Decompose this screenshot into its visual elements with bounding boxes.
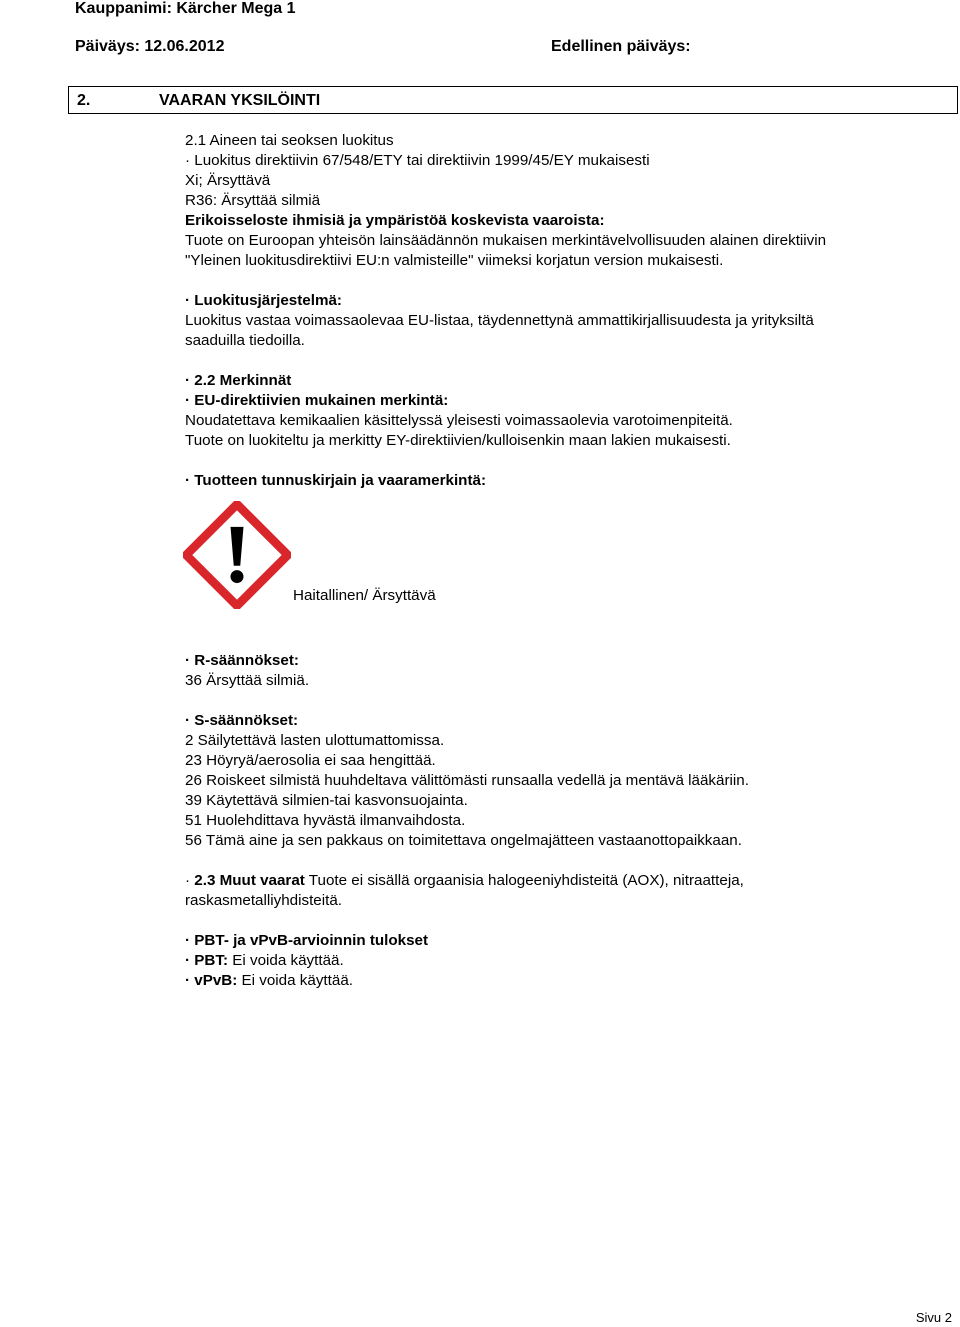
classification-xi: Xi; Ärsyttävä xyxy=(185,172,271,189)
s-phrase-item: 23 Höyryä/aerosolia ei saa hengittää. xyxy=(185,752,436,769)
vpvb-value: Ei voida käyttää. xyxy=(237,972,353,989)
classification-system-line: Luokitus vastaa voimassaolevaa EU-listaa, täydennettynä ammattikirjallisuudesta ja yrityksiltä xyxy=(185,312,814,329)
page-number: Sivu 2 xyxy=(915,1310,952,1325)
s-phrase-item: 51 Huolehdittava hyvästä ilmanvaihdosta. xyxy=(185,812,466,829)
classification-system-heading: · Luokitusjärjestelmä: xyxy=(185,292,342,309)
previous-date: Edellinen päiväys: xyxy=(551,38,691,55)
subsection-2-1-heading: 2.1 Aineen tai seoksen luokitus xyxy=(185,132,394,149)
other-hazards-heading: 2.3 Muut vaarat xyxy=(194,872,305,889)
document-date: Päiväys: 12.06.2012 xyxy=(75,38,225,55)
hazard-symbol-label: Haitallinen/ Ärsyttävä xyxy=(293,587,436,604)
vpvb-label: · vPvB: xyxy=(185,972,238,989)
section-content xyxy=(185,131,945,991)
eu-labelling-line: Tuote on luokiteltu ja merkitty EY-direktiivien/kulloisenkin maan lakien mukaisesti. xyxy=(185,432,731,449)
product-name: Kauppanimi: Kärcher Mega 1 xyxy=(75,0,296,17)
r-phrase-item: 36 Ärsyttää silmiä. xyxy=(185,672,310,689)
other-hazards-line: · 2.3 Muut vaarat Tuote ei sisällä orgaanisia halogeeniyhdisteitä (AOX), nitraatteja, xyxy=(185,872,744,889)
classification-system-line: saaduilla tiedoilla. xyxy=(185,332,305,349)
special-hazards-line: Tuote on Euroopan yhteisön lainsäädännön mukaisen merkintävelvollisuuden alainen direktiivin xyxy=(185,232,827,249)
s-phrase-item: 39 Käytettävä silmien-tai kasvonsuojainta. xyxy=(185,792,468,809)
section-header xyxy=(68,86,958,114)
s-phrase-item: 26 Roiskeet silmistä huuhdeltava välittömästi runsaalla vedellä ja mentävä lääkäriin. xyxy=(185,772,749,789)
exclamation-mark-hazard-icon xyxy=(183,501,291,609)
hazard-pictogram-block xyxy=(185,491,945,651)
section-number: 2. xyxy=(77,92,91,109)
other-hazards-line: raskasmetalliyhdisteitä. xyxy=(185,892,342,909)
section-title: VAARAN YKSILÖINTI xyxy=(159,92,321,109)
s-phrase-item: 2 Säilytettävä lasten ulottumattomissa. xyxy=(185,732,445,749)
pbt-result xyxy=(185,951,945,971)
subsection-2-2-heading: · 2.2 Merkinnät xyxy=(185,372,292,389)
special-hazards-heading: Erikoisseloste ihmisiä ja ympäristöä koskevista vaaroista: xyxy=(185,212,605,229)
special-hazards-line: "Yleinen luokitusdirektiivi EU:n valmisteille" viimeksi korjatun version mukaisesti. xyxy=(185,252,724,269)
pbt-vpvb-heading: · PBT- ja vPvB-arvioinnin tulokset xyxy=(185,932,429,949)
r-phrases-heading: · R-säännökset: xyxy=(185,652,299,669)
hazard-symbol-heading: · Tuotteen tunnuskirjain ja vaaramerkintä: xyxy=(185,472,487,489)
other-hazards-text: Tuote ei sisällä orgaanisia halogeeniyhdisteitä (AOX), nitraatteja, xyxy=(304,872,744,889)
pbt-value: Ei voida käyttää. xyxy=(228,952,344,969)
eu-labelling-line: Noudatettava kemikaalien käsittelyssä yleisesti voimassaolevia varotoimenpiteitä. xyxy=(185,412,733,429)
eu-labelling-heading: · EU-direktiivien mukainen merkintä: xyxy=(185,392,449,409)
s-phrases-heading: · S-säännökset: xyxy=(185,712,299,729)
s-phrase-item: 56 Tämä aine ja sen pakkaus on toimitettava ongelmajätteen vastaanottopaikkaan. xyxy=(185,832,742,849)
classification-r36: R36: Ärsyttää silmiä xyxy=(185,192,321,209)
pbt-label: · PBT: xyxy=(185,952,229,969)
classification-directive: · Luokitus direktiivin 67/548/ETY tai direktiivin 1999/45/EY mukaisesti xyxy=(185,152,650,169)
vpvb-result xyxy=(185,971,945,991)
